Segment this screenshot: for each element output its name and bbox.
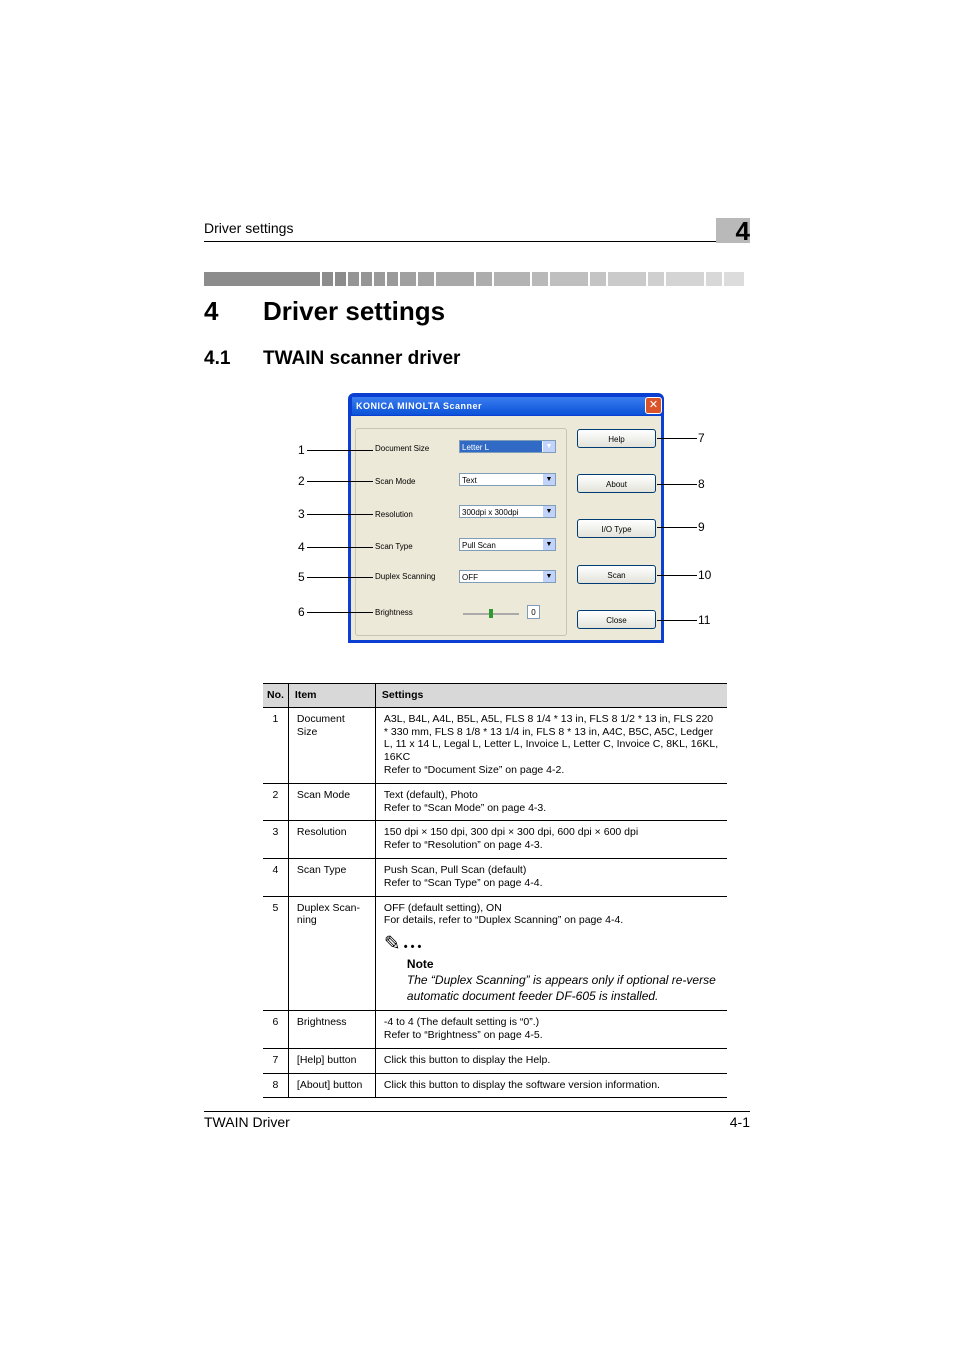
callout-8: 8 — [698, 477, 705, 491]
chapter-heading: 4 Driver settings — [204, 296, 446, 326]
table-row — [263, 896, 727, 1011]
running-header: Driver settings — [204, 220, 294, 236]
row-number: 8 — [263, 1073, 288, 1098]
settings-line: Refer to “Scan Type” on page 4-4. — [383, 876, 543, 889]
settings-line: Click this button to display the software version information. — [383, 1078, 660, 1091]
table-row — [263, 821, 727, 859]
about-button[interactable]: About — [577, 474, 656, 493]
chevron-down-icon: ▼ — [542, 441, 555, 452]
footer-title: TWAIN Driver — [204, 1114, 290, 1130]
io-type-button[interactable]: I/O Type — [577, 519, 656, 538]
chevron-down-icon: ▼ — [542, 506, 555, 517]
close-button[interactable]: Close — [577, 610, 656, 629]
leader-line — [657, 438, 697, 439]
callout-9: 9 — [698, 520, 705, 534]
resolution-label: Resolution — [375, 510, 413, 519]
brightness-value: 0 — [527, 605, 540, 619]
scan-type-select[interactable]: Pull Scan ▼ — [459, 538, 556, 551]
section-heading: 4.1 TWAIN scanner driver — [204, 348, 461, 369]
settings-line: A3L, B4L, A4L, B5L, A5L, FLS 8 1/4 * 13 in, FLS 8 1/2 * 13 in, FLS 220 * 330 mm, FLS 8 1/8 * 13 1/4 in, FLS 8 * 13 in, A4C, B5C, A5C, Ledger L, 11 x 14 L, Legal L, Letter L, Invoice L, Letter C, Invoice C, 8KL, 16KL, 16KC — [383, 712, 719, 764]
col-no-header: No. — [263, 684, 288, 708]
leader-line — [307, 514, 373, 515]
leader-line — [307, 481, 373, 482]
help-button[interactable]: Help — [577, 429, 656, 448]
row-item: Duplex Scan-ning — [288, 896, 375, 1011]
callout-7: 7 — [698, 431, 705, 445]
duplex-scanning-label: Duplex Scanning — [375, 572, 436, 581]
duplex-scanning-select[interactable]: OFF ▼ — [459, 570, 556, 583]
row-item: [Help] button — [288, 1048, 375, 1073]
row-number: 7 — [263, 1048, 288, 1073]
row-settings — [375, 1011, 727, 1049]
close-icon[interactable]: ✕ — [645, 397, 662, 414]
resolution-select[interactable]: 300dpi x 300dpi ▼ — [459, 505, 556, 518]
row-settings — [375, 858, 727, 896]
row-number: 5 — [263, 896, 288, 1011]
leader-line — [307, 612, 373, 613]
row-settings — [375, 1073, 727, 1098]
table-row — [263, 858, 727, 896]
document-size-label: Document Size — [375, 444, 430, 453]
table-row — [263, 1011, 727, 1049]
note-text: The “Duplex Scanning” is appears only if optional re-verse automatic document feeder DF-605 is installed. — [406, 973, 716, 1004]
row-number: 3 — [263, 821, 288, 859]
callout-3: 3 — [298, 507, 305, 521]
scan-mode-select[interactable]: Text ▼ — [459, 473, 556, 486]
decorative-bar — [204, 272, 750, 286]
settings-line: 150 dpi × 150 dpi, 300 dpi × 300 dpi, 600 dpi × 600 dpi — [383, 826, 639, 839]
settings-line: For details, refer to “Duplex Scanning” on page 4-4. — [383, 914, 624, 927]
leader-line — [307, 547, 373, 548]
note-pencil-icon: ✎ • • • — [383, 933, 422, 956]
row-number: 4 — [263, 858, 288, 896]
document-size-select[interactable]: Letter L ▼ — [459, 440, 556, 453]
table-header-row — [263, 684, 727, 708]
callout-6: 6 — [298, 605, 305, 619]
leader-line — [657, 527, 697, 528]
table-row — [263, 1073, 727, 1098]
row-number: 2 — [263, 783, 288, 821]
col-settings-header: Settings — [375, 684, 727, 708]
row-item: Document Size — [288, 707, 375, 783]
footer-rule — [204, 1111, 750, 1112]
leader-line — [657, 575, 697, 576]
col-item-header: Item — [288, 684, 375, 708]
leader-line — [657, 620, 697, 621]
chapter-number: 4 — [735, 216, 750, 246]
dialog-title: KONICA MINOLTA Scanner — [352, 397, 660, 415]
settings-line: Refer to “Scan Mode” on page 4-3. — [383, 801, 547, 814]
settings-line: -4 to 4 (The default setting is “0”.) — [383, 1016, 540, 1029]
settings-line: Refer to “Resolution” on page 4-3. — [383, 839, 543, 852]
note-heading: Note — [406, 957, 434, 972]
leader-line — [307, 577, 373, 578]
settings-line: Refer to “Document Size” on page 4-2. — [383, 763, 565, 776]
row-item: Brightness — [288, 1011, 375, 1049]
row-settings — [375, 707, 727, 783]
callout-2: 2 — [298, 474, 305, 488]
callout-1: 1 — [298, 443, 305, 457]
scan-button[interactable]: Scan — [577, 565, 656, 584]
header-rule — [204, 241, 750, 242]
page-number: 4-1 — [729, 1114, 750, 1130]
table-row — [263, 707, 727, 783]
callout-11: 11 — [698, 613, 711, 627]
settings-line: Text (default), Photo — [383, 788, 478, 801]
callout-4: 4 — [298, 540, 305, 554]
row-number: 6 — [263, 1011, 288, 1049]
chevron-down-icon: ▼ — [542, 539, 555, 550]
settings-table — [263, 683, 727, 1098]
brightness-label: Brightness — [375, 608, 413, 617]
row-item: [About] button — [288, 1073, 375, 1098]
row-settings — [375, 896, 727, 1011]
leader-line — [307, 450, 373, 451]
chevron-down-icon: ▼ — [542, 571, 555, 582]
callout-10: 10 — [698, 568, 712, 582]
settings-line: OFF (default setting), ON — [383, 901, 502, 914]
table-row — [263, 783, 727, 821]
callout-5: 5 — [298, 570, 305, 584]
chevron-down-icon: ▼ — [542, 474, 555, 485]
row-item: Resolution — [288, 821, 375, 859]
row-number: 1 — [263, 707, 288, 783]
leader-line — [657, 484, 697, 485]
brightness-slider-thumb[interactable] — [489, 609, 493, 618]
scan-mode-label: Scan Mode — [375, 477, 416, 486]
row-settings — [375, 821, 727, 859]
settings-line: Push Scan, Pull Scan (default) — [383, 863, 527, 876]
row-item: Scan Type — [288, 858, 375, 896]
row-settings — [375, 783, 727, 821]
row-settings — [375, 1048, 727, 1073]
table-row — [263, 1048, 727, 1073]
scan-type-label: Scan Type — [375, 542, 413, 551]
settings-line: Click this button to display the Help. — [383, 1053, 551, 1066]
row-item: Scan Mode — [288, 783, 375, 821]
settings-line: Refer to “Brightness” on page 4-5. — [383, 1028, 543, 1041]
